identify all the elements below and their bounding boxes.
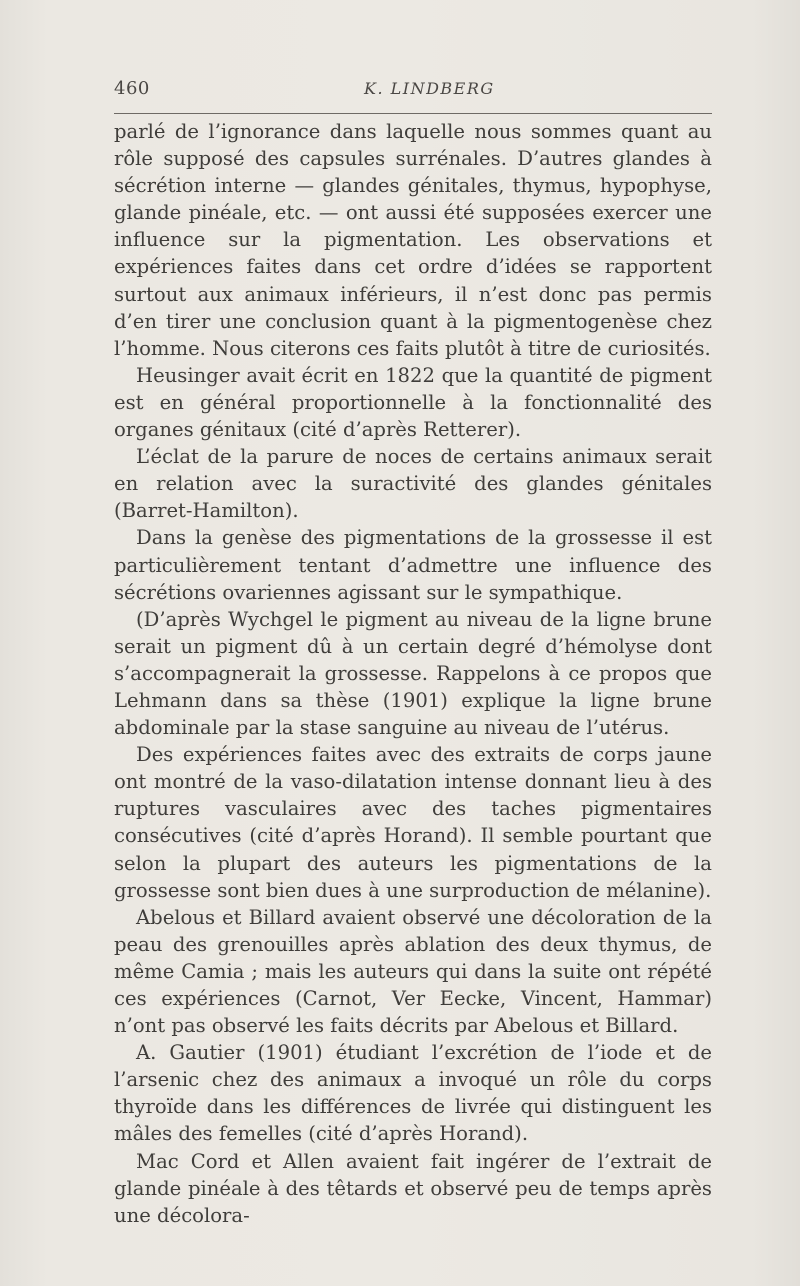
paragraph-7: Abelous et Billard avaient observé une décoloration de la peau des grenouilles après ablation des deux thymus, de même Camia ; mais les auteurs qui dans la suite ont répété ces expériences (Carnot, Ver Eecke, Vincent, Hammar) n’ont pas observé les faits décrits par Abelous et Billard. — [114, 905, 712, 1038]
paragraph-4: Dans la genèse des pigmentations de la grossesse il est particulièrement tentant d’admettre une influence des sécrétions ovariennes agissant sur le sympathique. — [114, 526, 712, 604]
paragraph-2: Heusinger avait écrit en 1822 que la quantité de pigment est en général proportionnelle à la fonctionnalité des organes génitaux (cité d’après Retterer). — [114, 363, 712, 442]
header-rule — [114, 113, 712, 114]
page-header — [114, 72, 710, 104]
page-number: 460 — [114, 78, 150, 99]
paragraph-9: Mac Cord et Allen avaient fait ingérer de l’extrait de glande pinéale à des têtards et observé peu de temps après une décolora- — [114, 1149, 712, 1227]
paragraph-3: L’éclat de la parure de noces de certains animaux serait en relation avec la suractivité des glandes génitales (Barret-Hamilton). — [114, 445, 712, 523]
paragraph-6: Des expériences faites avec des extraits de corps jaune ont montré de la vaso-dilatation intense donnant lieu à des ruptures vasculaires avec des taches pigmentaires consécutives (cité d’après Horand). Il semble pourtant que selon la plupart des auteurs les pigmentations de la grossesse sont bien dues à une surproduction de mélanine). — [114, 743, 712, 902]
paragraph-8: A. Gautier (1901) étudiant l’excrétion de l’iode et de l’arsenic chez des animaux a invoqué un rôle du corps thyroïde dans les différences de livrée qui distinguent les mâles des femelles (cité d’après Horand). — [114, 1041, 712, 1146]
paragraph-5: (D’après Wychgel le pigment au niveau de la ligne brune serait un pigment dû à un certain degré d’hémolyse dont s’accompagnerait la grossesse. Rappelons à ce propos que Lehmann dans sa thèse (1901) explique la ligne brune abdominale par la stase sanguine au niveau de l’utérus. — [114, 607, 712, 740]
running-head: K. LINDBERG — [364, 79, 495, 98]
body-text — [114, 118, 712, 1229]
paragraph-1: parlé de l’ignorance dans laquelle nous sommes quant au rôle supposé des capsules surrénales. D’autres glandes à sécrétion interne — glandes génitales, thymus, hypophyse, glande pinéale, etc. — ont aussi été supposées exercer une influence sur la pigmentation. Les observations et expériences faites dans cet ordre d’idées se rapportent surtout aux animaux inférieurs, il n’est donc pas permis d’en tirer une conclusion quant à la pigmentogenèse chez l’homme. Nous citerons ces faits plutôt à titre de curiosités. — [114, 120, 712, 360]
